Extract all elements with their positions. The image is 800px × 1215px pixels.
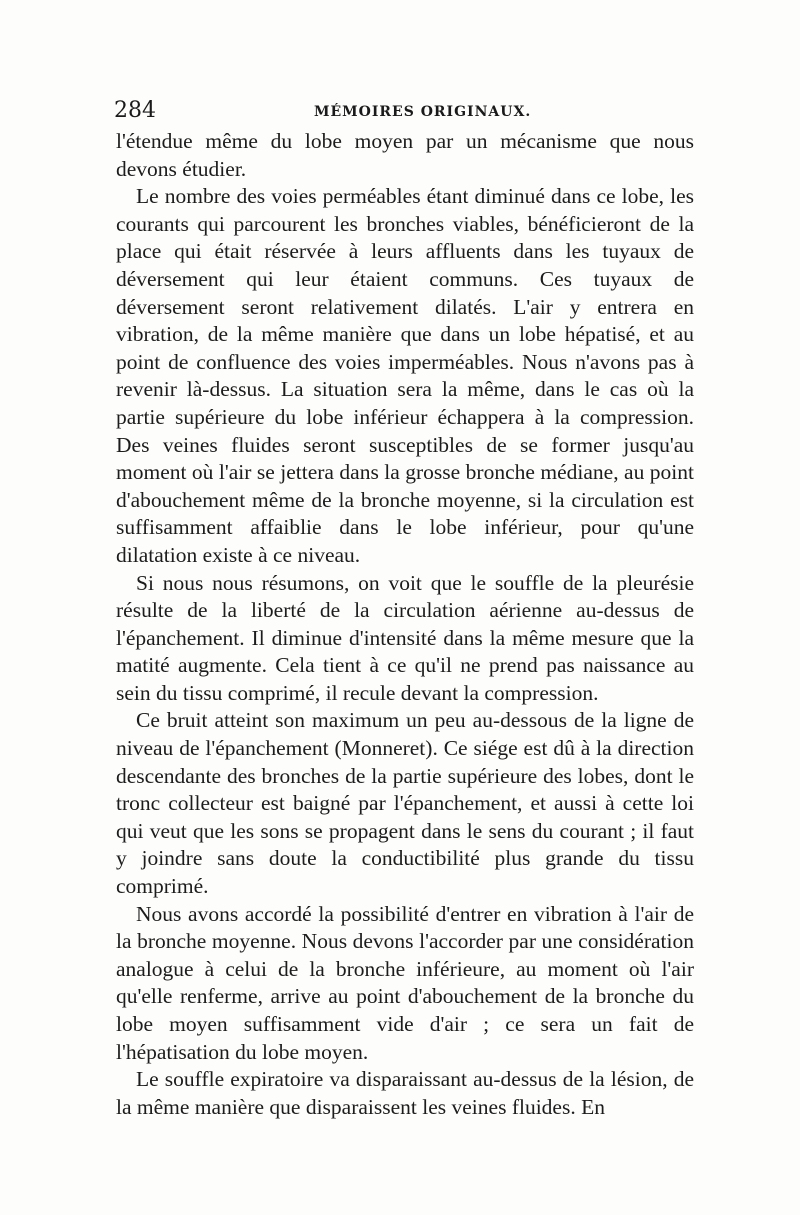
- paragraph: l'étendue même du lobe moyen par un mécanisme que nous devons étudier.: [116, 129, 694, 181]
- paragraph: Le souffle expiratoire va disparaissant au-dessus de la lésion, de la même manière que disparaissent les veines fluides. En: [116, 1067, 694, 1119]
- page-header: [114, 96, 686, 128]
- page-number: 284: [114, 98, 156, 123]
- paragraph: Nous avons accordé la possibilité d'entrer en vibration à l'air de la bronche moyenne. Nous devons l'accorder par une considération analogue à celui de la bronche inférieure, au moment où l'air qu'elle renferme, arrive au point d'abouchement de la bronche du lobe moyen suffisamment vide d'air ; ce sera un fait de l'hépatisation du lobe moyen.: [116, 901, 694, 1064]
- paragraph: Le nombre des voies perméables étant diminué dans ce lobe, les courants qui parcourent les bronches viables, bénéficieront de la place qui était réservée à leurs affluents dans les tuyaux de déversement qui leur étaient communs. Ces tuyaux de déversement seront relativement dilatés. L'air y entrera en vibration, de la même manière que dans un lobe hépatisé, et au point de confluence des voies imperméables. Nous n'avons pas à revenir là-dessus. La situation sera la même, dans le cas où la partie supérieure du lobe inférieur échappera à la compression. Des veines fluides seront susceptibles de se former jusqu'au moment où l'air se jettera dans la grosse bronche médiane, au point d'abouchement même de la bronche moyenne, si la circulation est suffisamment affaiblie dans le lobe inférieur, pour qu'une dilatation existe à ce niveau.: [116, 184, 694, 567]
- paragraph: Ce bruit atteint son maximum un peu au-dessous de la ligne de niveau de l'épanchement (Monneret). Ce siége est dû à la direction descendante des bronches de la partie supérieure des lobes, dont le tronc collecteur est baigné par l'épanchement, et aussi à cette loi qui veut que les sons se propagent dans le sens du courant ; il faut y joindre sans doute la conductibilité plus grande du tissu comprimé.: [116, 708, 694, 899]
- body-text: [116, 128, 694, 1121]
- paragraph: Si nous nous résumons, on voit que le souffle de la pleurésie résulte de la liberté de la circulation aérienne au-dessus de l'épanchement. Il diminue d'intensité dans la même mesure que la matité augmente. Cela tient à ce qu'il ne prend pas naissance au sein du tissu comprimé, il recule devant la compression.: [116, 570, 694, 705]
- running-head: MÉMOIRES ORIGINAUX.: [314, 104, 532, 120]
